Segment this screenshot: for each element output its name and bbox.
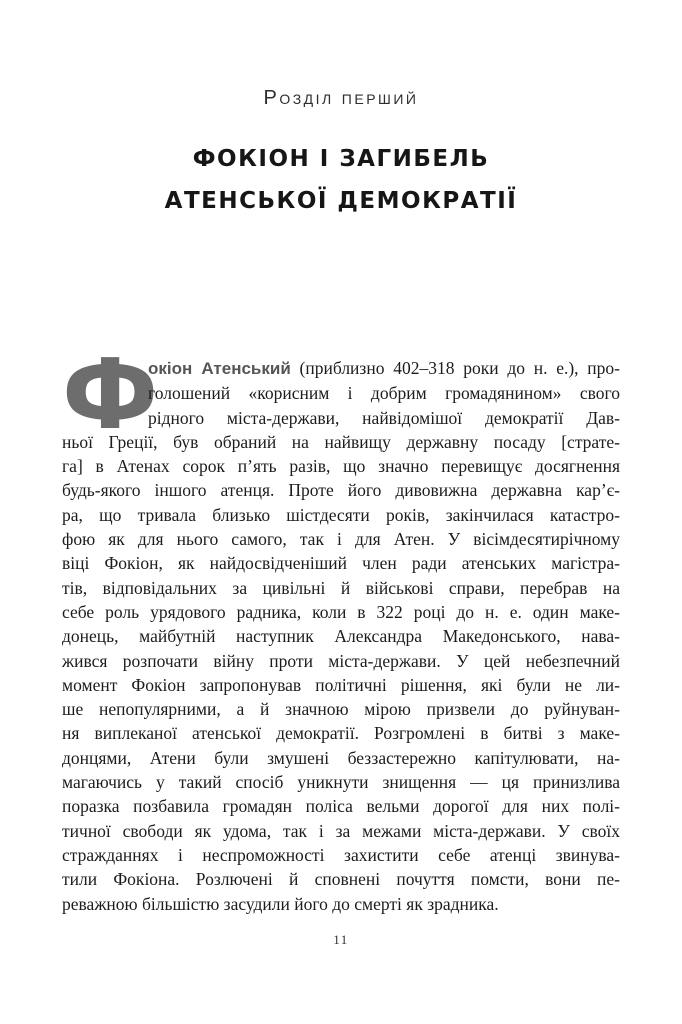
chapter-title-line-1: ФОКІОН І ЗАГИБЕЛЬ: [192, 146, 490, 172]
chapter-label: Розділ перший: [263, 87, 419, 109]
chapter-title-line-2: АТЕНСЬКОЇ ДЕМОКРАТІЇ: [164, 188, 518, 214]
paragraph-line: момент Фокіон запропонував політичні рішення, які були не ли-: [62, 674, 620, 695]
paragraph-first-line-rest: (приблизно 402–318 роки до н. е.), про-: [290, 358, 620, 378]
paragraph-line: рідного міста-держави, найвідомішої демократії Дав-: [148, 407, 620, 428]
paragraph-line: голошений «корисним і добрим громадянином» свого: [148, 383, 620, 404]
paragraph-line: віці Фокіон, як найдосвідченіший член ради атенських магістра-: [62, 553, 620, 574]
chapter-title: [0, 138, 682, 222]
paragraph-line: тів, відповідальних за цивільні й військові справи, перебрав на: [62, 577, 620, 598]
paragraph-line: поразка позбавила громадян поліса вельми дорогої для них полі-: [62, 796, 620, 817]
paragraph-line: фою як для нього самого, так і для Атен. У вісімдесятирічному: [62, 529, 620, 550]
dropcap-letter: Ф: [62, 338, 159, 451]
paragraph-line: донець, майбутній наступник Александра Македонського, нава-: [62, 626, 620, 647]
paragraph-line: ра, що тривала близько шістдесяти років, закінчилася катастро-: [62, 504, 620, 525]
paragraph-line: себе роль урядового радника, коли в 322 році до н. е. один маке-: [62, 601, 620, 622]
paragraph-line: реважною більшістю засудили його до смерті як зрадника.: [62, 893, 499, 914]
body-paragraph: [62, 338, 620, 916]
paragraph-line: га] в Атенах сорок п’ять разів, що значно перевищує досягнення: [62, 456, 620, 477]
paragraph-line: будь-якого іншого атенця. Проте його дивовижна державна кар’є-: [62, 480, 620, 501]
paragraph-line: тичної свободи як удома, так і за межами міста-держави. У своїх: [62, 820, 620, 841]
paragraph-line: ше непопулярними, а й значною мірою призвели до руйнуван-: [62, 699, 620, 720]
paragraph-line: магаючись у такий спосіб уникнути знищення — ця принизлива: [62, 772, 620, 793]
paragraph-line: жився розпочати війну проти міста-держави. У цей небезпечний: [62, 650, 620, 671]
paragraph-line: донцями, Атени були змушені беззастережно капітулювати, на-: [62, 747, 620, 768]
paragraph-line: ньої Греції, був обраний на найвищу державну посаду [страте-: [62, 431, 620, 452]
paragraph-line: ня виплеканої атенської демократії. Розгромлені в битві з маке-: [62, 723, 620, 744]
paragraph-line: стражданнях і неспроможності захистити себе атенці звинува-: [62, 844, 620, 865]
lead-in-phrase: окіон Атенський: [148, 359, 291, 378]
paragraph-line: тили Фокіона. Розлючені й сповнені почуття помсти, вони пе-: [62, 869, 620, 890]
page-number: 11: [333, 931, 349, 947]
